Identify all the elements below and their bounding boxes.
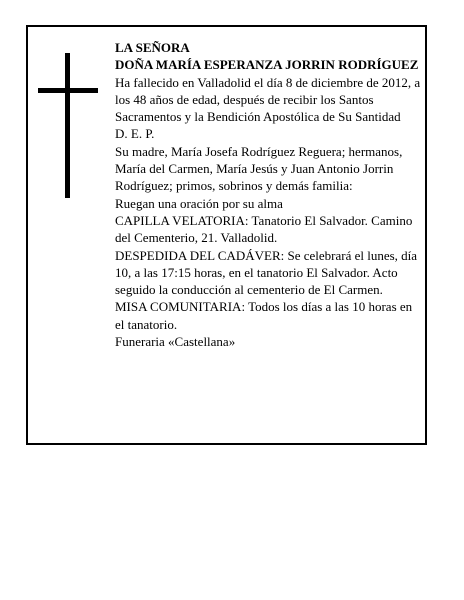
cross-vertical-bar: [65, 53, 70, 198]
mass-info: MISA COMUNITARIA: Todos los días a las 10 horas en el tanatorio.: [115, 299, 413, 332]
honorific: LA SEÑORA: [115, 40, 190, 55]
deceased-name: DOÑA MARÍA ESPERANZA JORRIN RODRÍGUEZ: [115, 57, 419, 73]
obituary-notice: [26, 25, 427, 445]
farewell-info: DESPEDIDA DEL CADÁVER: Se celebrará el lunes, día 10, a las 17:15 horas, en el tanatorio El Salvador. Acto seguido la conducción al cementerio de El Carmen.: [115, 247, 418, 298]
prayer-request: Ruegan una oración por su alma: [115, 195, 283, 211]
notice-text-block: [115, 39, 421, 350]
cross-icon: [38, 53, 98, 198]
cross-horizontal-bar: [38, 88, 98, 93]
dep-line: D. E. P.: [115, 126, 155, 142]
funeral-home: Funeraria «Castellana»: [115, 334, 236, 350]
family-list: Su madre, María Josefa Rodríguez Reguera; hermanos, María del Carmen, María Jesús y Juan Antonio Jorrin Rodríguez; primos, sobrinos y demás familia:: [115, 143, 403, 194]
chapel-info: CAPILLA VELATORIA: Tanatorio El Salvador. Camino del Cementerio, 21. Valladolid.: [115, 212, 413, 246]
death-announcement: Ha fallecido en Valladolid el día 8 de diciembre de 2012, a los 48 años de edad, después de recibir los Santos Sacramentos y la Bendición Apostólica de Su Santidad: [115, 74, 421, 125]
